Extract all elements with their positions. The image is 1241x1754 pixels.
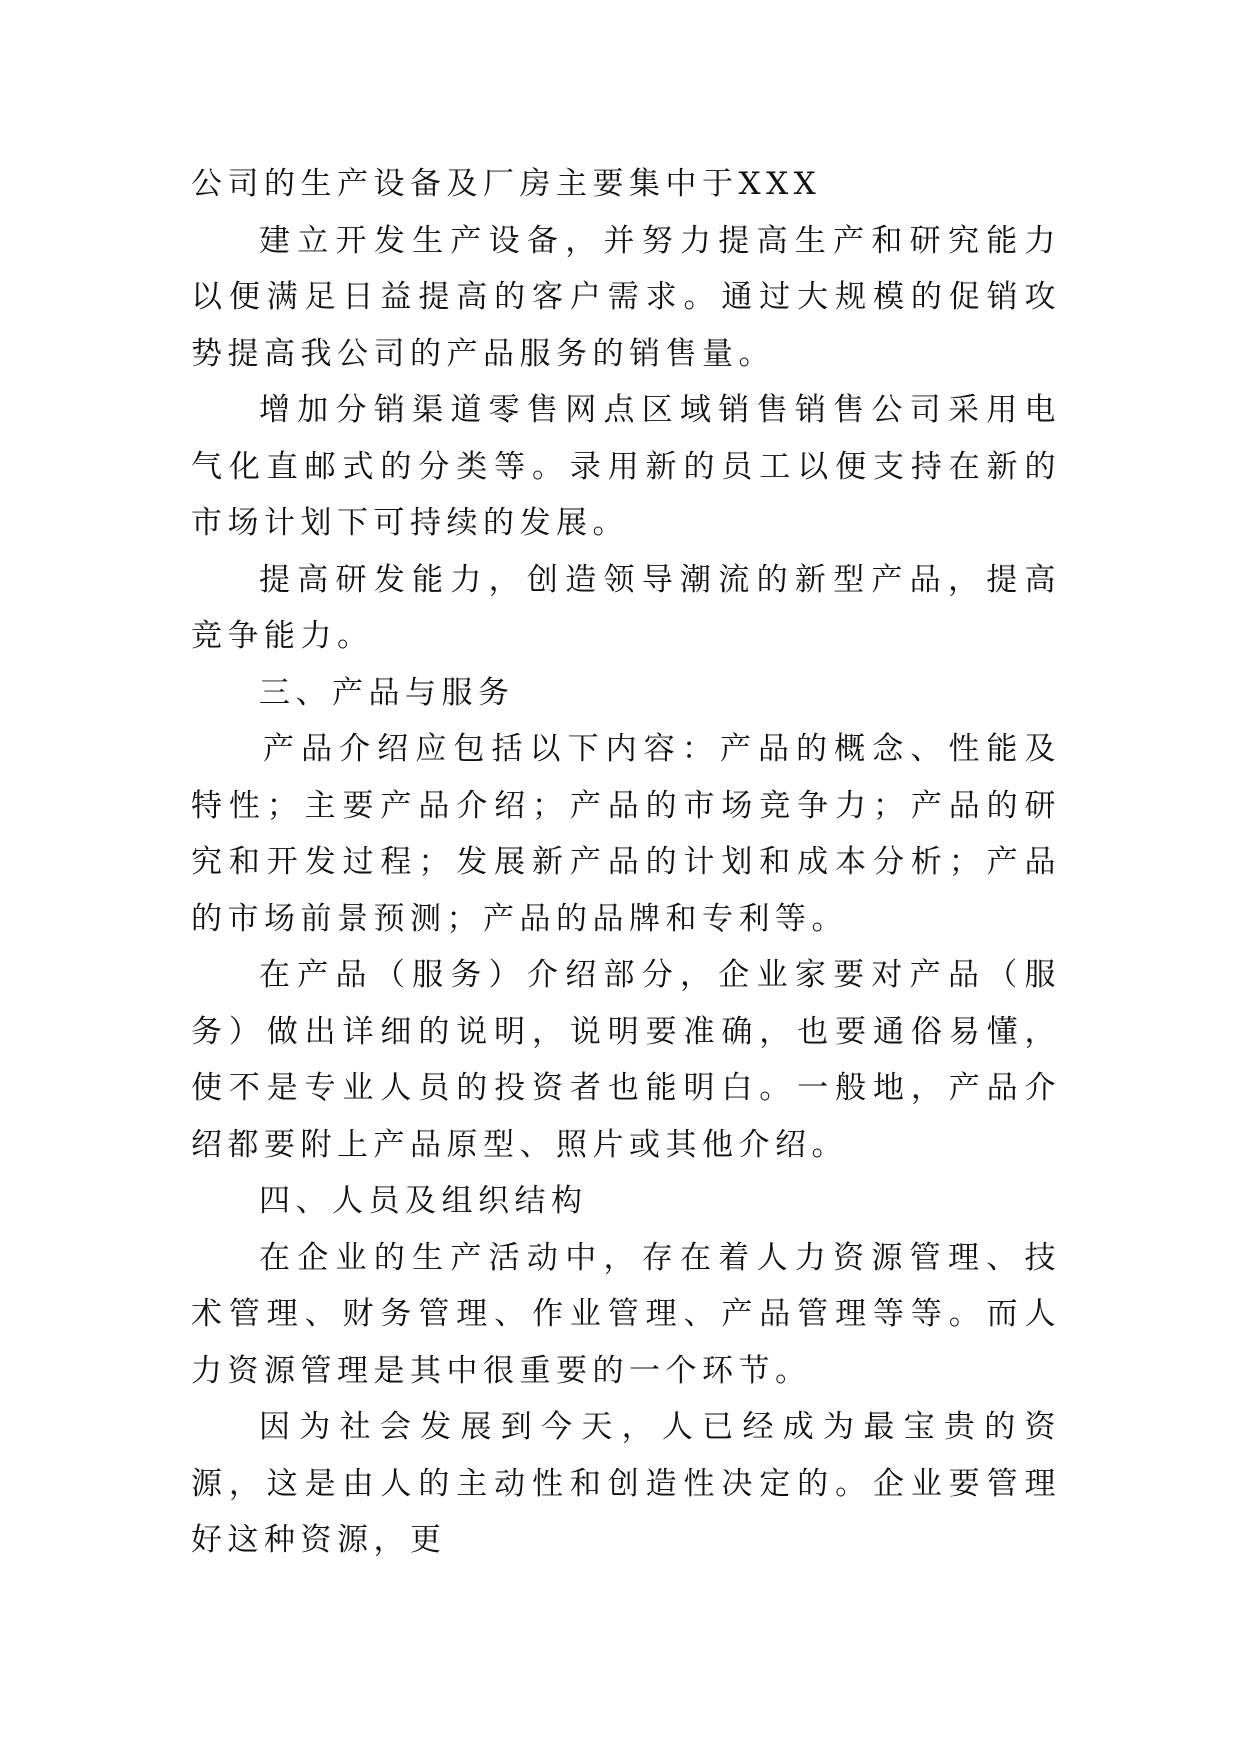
paragraph-management-activities: 在企业的生产活动中，存在着人力资源管理、技术管理、财务管理、作业管理、产品管理等等。而人力资源管理是其中很重要的一个环节。 (191, 1239, 1061, 1389)
paragraph-distribution-channels: 增加分销渠道零售网点区域销售销售公司采用电气化直邮式的分类等。录用新的员工以便支持在新的市场计划下可持续的发展。 (191, 392, 1061, 541)
document-body (191, 156, 1061, 1569)
section-heading-products-services: 三、产品与服务 (259, 674, 515, 711)
paragraph-facility-location: 公司的生产设备及厂房主要集中于XXX (191, 166, 822, 202)
section-heading-personnel-organization: 四、人员及组织结构 (259, 1183, 588, 1219)
paragraph-product-intro-contents: 产品介绍应包括以下内容：产品的概念、性能及特性；主要产品介绍；产品的市场竞争力；产品的研究和开发过程；发展新产品的计划和成本分析；产品的市场前景预测；产品的品牌和专利等。 (191, 731, 1061, 937)
paragraph-human-resources: 因为社会发展到今天，人已经成为最宝贵的资源，这是由人的主动性和创造性决定的。企业要管理好这种资源，更 (191, 1409, 1061, 1558)
paragraph-product-description: 在产品（服务）介绍部分，企业家要对产品（服务）做出详细的说明，说明要准确，也要通俗易懂，使不是专业人员的投资者也能明白。一般地，产品介绍都要附上产品原型、照片或其他介绍。 (191, 957, 1061, 1163)
paragraph-production-capacity: 建立开发生产设备，并努力提高生产和研究能力以便满足日益提高的客户需求。通过大规模的促销攻势提高我公司的产品服务的销售量。 (191, 222, 1061, 372)
paragraph-rnd-capability: 提高研发能力，创造领导潮流的新型产品，提高竞争能力。 (191, 561, 1061, 654)
